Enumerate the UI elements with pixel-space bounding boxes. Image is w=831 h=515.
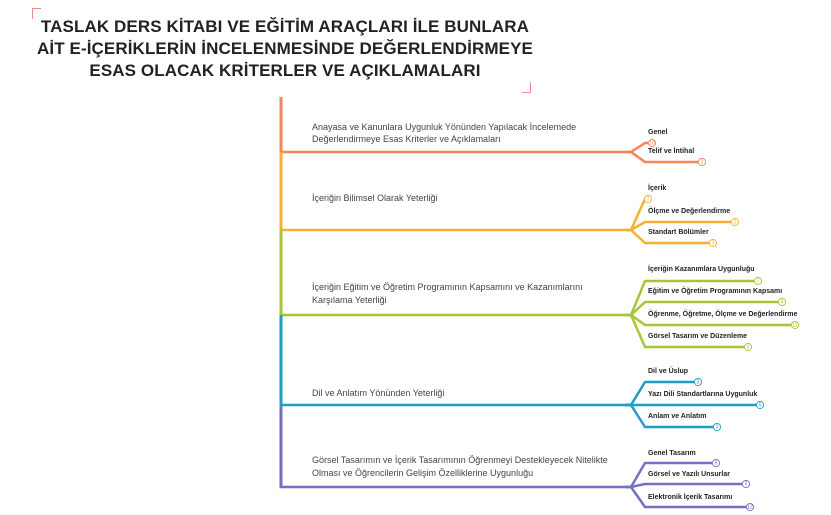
branch-group [280,405,754,511]
branch-group [280,97,706,166]
leaf-label: Telif ve İntihal [648,148,695,155]
branch-label: İçeriğin Eğitim ve Öğretim Programının Kapsamını ve Kazanımlarını [312,282,583,292]
count-value: 4 [780,299,784,306]
count-value: 3 [715,424,719,431]
leaf-label: Görsel ve Yazılı Unsurlar [648,471,730,478]
count-value: 3 [746,344,750,351]
count-value: 5 [758,402,762,409]
branch-group [280,230,799,351]
branch-label: İçeriğin Bilimsel Olarak Yeterliği [312,193,438,203]
count-value: 3 [711,240,715,247]
count-value: 11 [792,322,798,329]
leaf-label: Yazı Dili Standartlarına Uygunluk [648,391,758,398]
title-line-2: AİT E-İÇERİKLERİN İNCELENMESİNDE DEĞERLENDİRMEYE [37,39,533,58]
title-line-1: TASLAK DERS KİTABI VE EĞİTİM ARAÇLARI İLE BUNLARA [40,17,530,36]
leaf-label: İçerik [648,185,667,192]
leaf-label: Anlam ve Anlatım [648,413,707,420]
branch-label: Karşılama Yeterliği [312,295,387,305]
branch-label: Görsel Tasarımın ve İçerik Tasarımının Öğrenmeyi Destekleyecek Nitelikte [312,455,608,465]
leaf-label: Eğitim ve Öğretim Programının Kapsamı [648,288,783,295]
leaf-connector [625,315,744,347]
count-value: 2 [700,159,704,166]
leaf-label: Genel [648,129,668,136]
count-value: 10 [649,140,655,147]
leaf-label: Elektronik İçerik Tasarımı [648,494,733,501]
count-value: 7 [646,196,650,203]
branch-label: Dil ve Anlatım Yönünden Yeterliği [312,388,445,398]
count-value: 2 [733,219,737,226]
leaf-label: Öğrenme, Öğretme, Ölçme ve Değerlendirme [648,311,798,318]
leaf-label: Ölçme ve Değerlendirme [648,208,731,215]
count-value: 7 [756,278,760,285]
leaf-connector [625,143,648,152]
branch-label: Anayasa ve Kanunlara Uygunluk Yönünden Yapılacak İncelemede [312,122,577,132]
leaf-label: Dil ve Üslup [648,368,689,375]
count-value: 6 [714,460,718,467]
count-value: 12 [747,504,753,511]
leaf-label: Görsel Tasarım ve Düzenleme [648,333,748,340]
leaf-connector [625,199,645,230]
branch-label: Olması ve Öğrencilerin Gelişim Özelliklerine Uygunluğu [312,468,534,478]
count-value: 3 [696,379,700,386]
leaf-label: İçeriğin Kazanımlara Uygunluğu [648,266,755,273]
branch-label: Değerlendirmeye Esas Kriterler ve Açıklamaları [312,134,501,144]
leaf-label: Genel Tasarım [648,450,696,457]
leaf-connector [625,281,754,315]
branch-group [280,152,739,247]
leaf-label: Standart Bölümler [648,229,709,236]
leaf-connector [625,484,742,487]
title-line-3: ESAS OLACAK KRİTERLER VE AÇIKLAMALARI [89,61,481,80]
count-value: 5 [744,481,748,488]
